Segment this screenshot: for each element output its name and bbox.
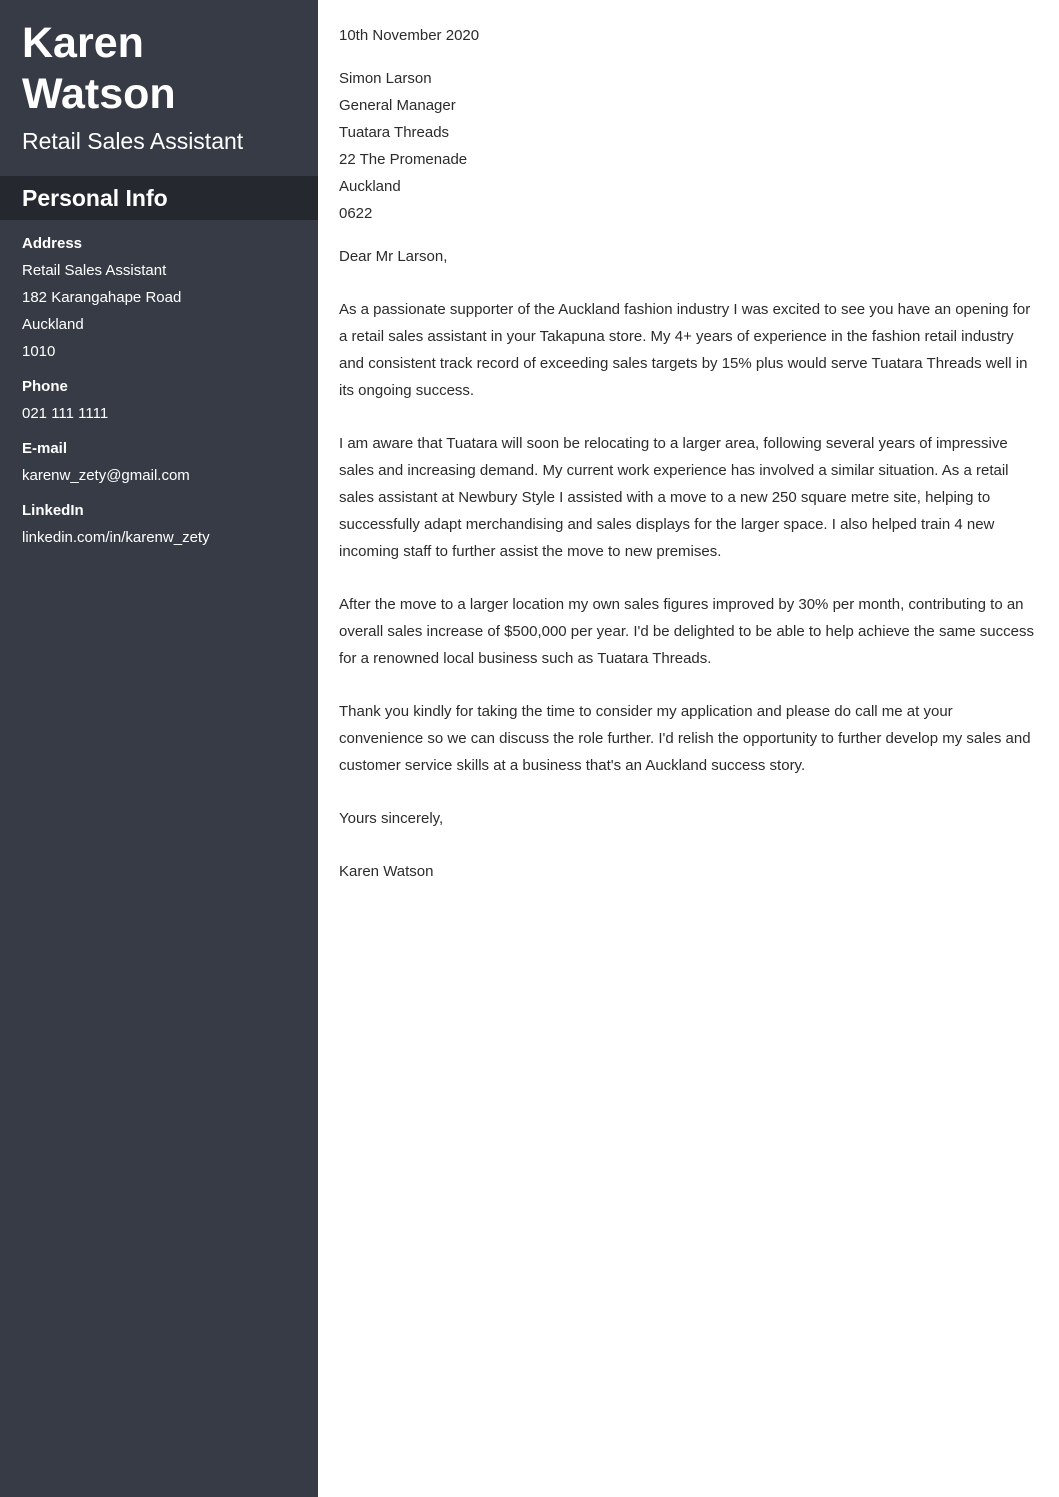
address-group [22,230,307,365]
recipient-line: Tuatara Threads [339,124,450,141]
applicant-name: Karen Watson [22,19,176,118]
personal-info-title: Personal Info [22,185,168,211]
linkedin-value: linkedin.com/in/karenw_zety [22,529,210,546]
recipient-line: Auckland [339,178,401,195]
recipient-line: General Manager [339,97,456,114]
recipient-line: 22 The Promenade [339,151,468,168]
linkedin-group [22,497,307,551]
sidebar [0,0,318,1497]
address-line: Retail Sales Assistant [22,262,167,279]
recipient-line: Simon Larson [339,70,432,87]
address-line: 1010 [22,343,56,360]
email-group [22,435,307,489]
letter-date: 10th November 2020 [339,27,480,44]
email-label: E-mail [22,440,68,457]
applicant-job-title: Retail Sales Assistant [22,128,244,154]
body-paragraph: Thank you kindly for taking the time to consider my application and please do call me at your convenience so we can discuss the role further. I'd relish the opportunity to further develop my sales and customer service skills at a business that's an Auckland success story. [339,703,1031,774]
greeting: Dear Mr Larson, [339,248,448,265]
cover-letter [339,22,1039,885]
email-value: karenw_zety@gmail.com [22,467,190,484]
body-paragraph: As a passionate supporter of the Auckland fashion industry I was excited to see you have an opening for a retail sales assistant in your Takapuna store. My 4+ years of experience in the fashion retail industry and consistent track record of exceeding sales targets by 15% plus would serve Tuatara Threads well in its ongoing success. [339,301,1031,399]
body-paragraph: After the move to a larger location my own sales figures improved by 30% per month, contributing to an overall sales increase of $500,000 per year. I'd be delighted to be able to help achieve the same success for a renowned local business such as Tuatara Threads. [339,596,1034,667]
signature-name: Karen Watson [339,863,434,880]
address-line: Auckland [22,316,84,333]
body-paragraph: I am aware that Tuatara will soon be relocating to a larger area, following several years of impressive sales and increasing demand. My current work experience has involved a similar situation. As a retail sales assistant at Newbury Style I assisted with a move to a new 250 square metre site, helping to successfully adapt merchandising and sales displays for the larger space. I also helped train 4 new incoming staff to further assist the move to new premises. [339,435,1009,560]
recipient-block [339,65,1039,227]
phone-value: 021 111 1111 [22,405,109,422]
personal-info-header [0,176,318,220]
address-line: 182 Karangahape Road [22,289,182,306]
personal-info [22,230,307,559]
address-label: Address [22,235,83,252]
phone-label: Phone [22,378,68,395]
closing: Yours sincerely, [339,810,444,827]
phone-group [22,373,307,427]
linkedin-label: LinkedIn [22,502,84,519]
recipient-line: 0622 [339,205,373,222]
